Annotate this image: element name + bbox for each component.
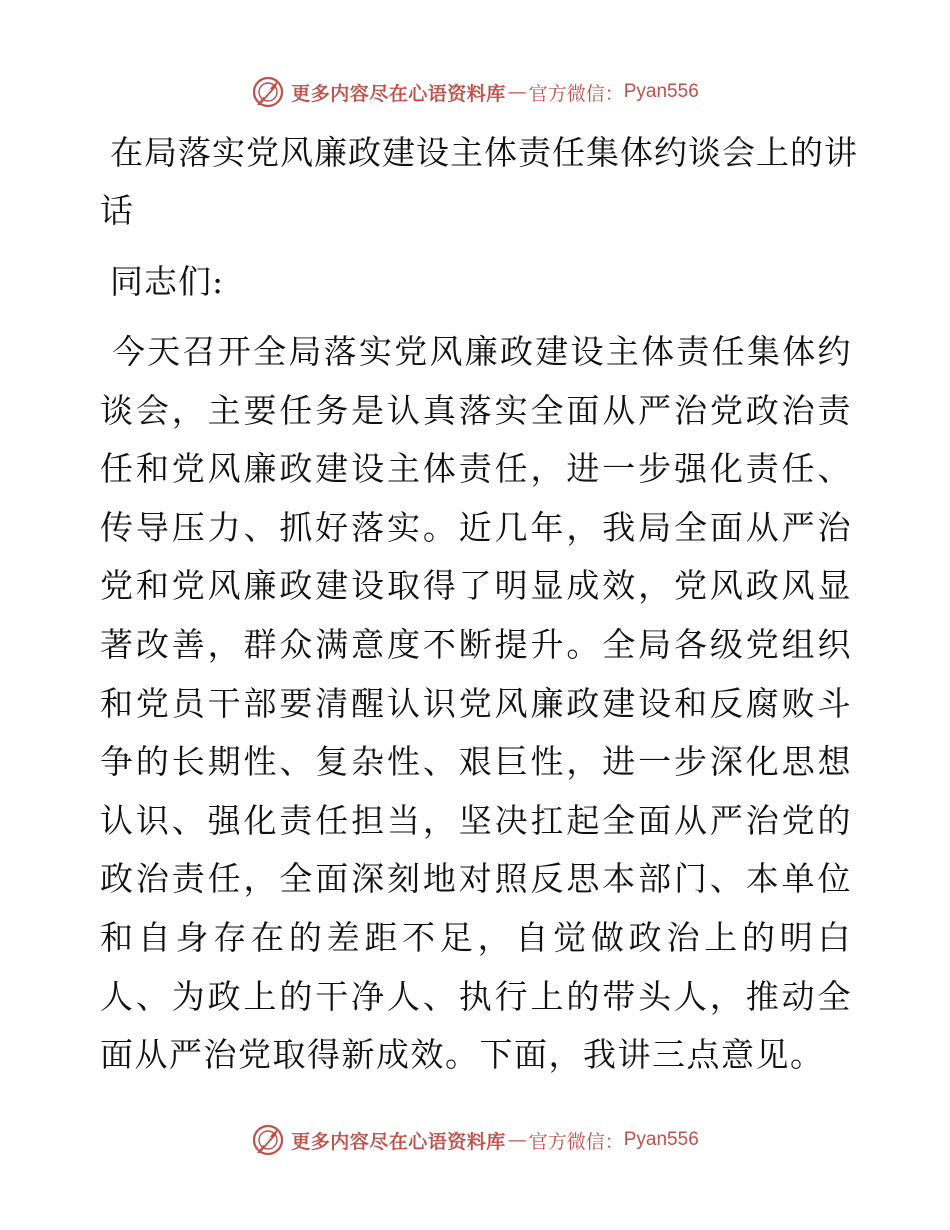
watermark-site-text: 更多内容尽在心语资料库 [291, 82, 506, 105]
watermark-dash: — [507, 81, 527, 103]
quill-pen-logo-icon [251, 1123, 285, 1157]
watermark-wechat-id: Pyan556 [623, 1129, 699, 1150]
watermark-site-text: 更多内容尽在心语资料库 [291, 1130, 506, 1153]
watermark-wechat-id: Pyan556 [623, 81, 699, 102]
header-watermark [0, 72, 950, 112]
quill-pen-logo-icon [251, 75, 285, 109]
watermark-dash: — [507, 1129, 527, 1151]
document-title: 在局落实党风廉政建设主体责任集体约谈会上的讲话 [100, 133, 858, 230]
salutation: 同志们: [110, 262, 225, 301]
watermark-wechat-label: 官方微信： [528, 1130, 624, 1153]
watermark-wechat-label: 官方微信： [528, 82, 624, 105]
body-paragraph: 今天召开全局落实党风廉政建设主体责任集体约谈会，主要任务是认真落实全面从严治党政治责任和党风廉政建设主体责任，进一步强化责任、传导压力、抓好落实。近几年，我局全面从严治党和党风廉政建设取得了明显成效，党风政风显著改善，群众满意度不断提升。全局各级党组织和党员干部要清醒认识党风廉政建设和反腐败斗争的长期性、复杂性、艰巨性，进一步深化思想认识、强化责任担当，坚决扛起全面从严治党的政治责任，全面深刻地对照反思本部门、本单位和自身存在的差距不足，自觉做政治上的明白人、为政上的干净人、执行上的带头人，推动全面从严治党取得新成效。下面，我讲三点意见。 [100, 332, 852, 1075]
footer-watermark [0, 1120, 950, 1160]
